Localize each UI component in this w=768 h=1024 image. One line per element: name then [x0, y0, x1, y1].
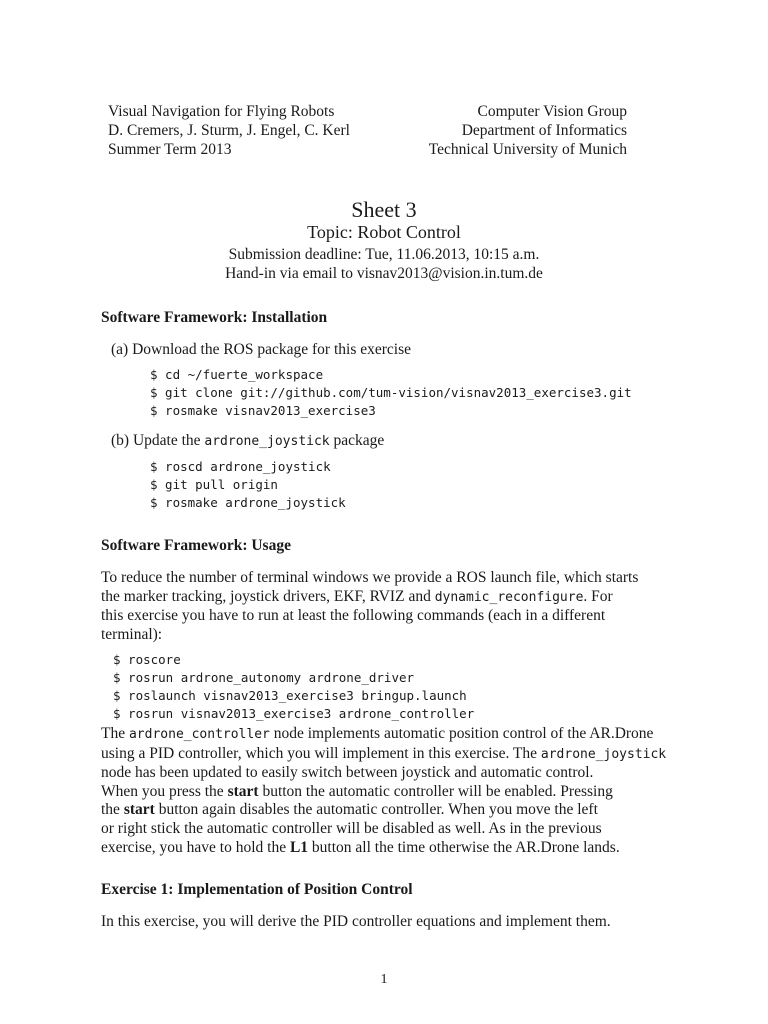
submission-deadline: Submission deadline: Tue, 11.06.2013, 10:15 a.m. [228, 246, 540, 263]
inline-code: ardrone_joystick [540, 746, 667, 762]
code-line: $ rosmake ardrone_joystick [150, 495, 346, 510]
university: Technical University of Munich [428, 141, 627, 158]
code-line: $ git clone git://github.com/tum-vision/visnav2013_exercise3.git [150, 385, 632, 400]
start-button-ref: start [123, 801, 155, 819]
usage-paragraph: The ardrone_controller node implements automatic position control of the AR.Drone using a PID controller, which you will implement in this exercise. The ardrone_joystick node has been updated to easily switch between joystick and automatic control. When you press the start button the automatic controller will be enabled. Pressing the start button again disables the automatic controller. When you move the left or right stick the automatic controller will be disabled as well. As in the previous exercise, you have to hold the L1 button all the time otherwise the AR.Drone lands. [101, 725, 667, 856]
code-line: $ rosmake visnav2013_exercise3 [150, 403, 376, 418]
item-b-label: (b) Update the ardrone_joystick package [111, 432, 385, 449]
department: Department of Informatics [461, 122, 627, 139]
course-title: Visual Navigation for Flying Robots [108, 103, 335, 120]
inline-code: dynamic_reconfigure [434, 589, 584, 605]
l1-button-ref: L1 [289, 838, 309, 856]
start-button-ref: start [227, 782, 259, 800]
code-line: $ roslaunch visnav2013_exercise3 bringup.launch [113, 688, 467, 703]
usage-code [113, 651, 474, 723]
authors: D. Cremers, J. Sturm, J. Engel, C. Kerl [108, 122, 350, 139]
sheet-title: Sheet 3 [351, 197, 417, 222]
section-heading-exercise1: Exercise 1: Implementation of Position Control [101, 881, 413, 898]
code-line: $ git pull origin [150, 477, 278, 492]
inline-code: ardrone_controller [128, 727, 270, 742]
page-number: 1 [380, 972, 388, 987]
section-heading-installation: Software Framework: Installation [101, 309, 328, 326]
code-line: $ roscore [113, 652, 181, 667]
code-line: $ roscd ardrone_joystick [150, 459, 331, 474]
header-right [429, 102, 627, 159]
section-heading-usage: Software Framework: Usage [101, 537, 291, 554]
item-a-code [150, 366, 632, 420]
item-b-code [150, 458, 346, 512]
header-left [108, 102, 350, 159]
usage-intro: To reduce the number of terminal windows we provide a ROS launch file, which starts the marker tracking, joystick drivers, EKF, RVIZ and dynamic_reconfigure. For this exercise you have to run at least the following commands (each in a different terminal): [101, 569, 639, 643]
group-name: Computer Vision Group [477, 103, 627, 120]
inline-code: ardrone_joystick [204, 434, 330, 449]
topic: Topic: Robot Control [307, 222, 461, 242]
item-a-label: (a) Download the ROS package for this exercise [111, 341, 411, 358]
code-line: $ rosrun ardrone_autonomy ardrone_driver [113, 670, 415, 685]
hand-in-info: Hand-in via email to visnav2013@vision.in.tum.de [225, 265, 543, 282]
code-line: $ rosrun visnav2013_exercise3 ardrone_controller [113, 706, 475, 721]
term: Summer Term 2013 [108, 141, 232, 158]
exercise1-text: In this exercise, you will derive the PID controller equations and implement them. [101, 913, 611, 930]
code-line: $ cd ~/fuerte_workspace [150, 367, 324, 382]
